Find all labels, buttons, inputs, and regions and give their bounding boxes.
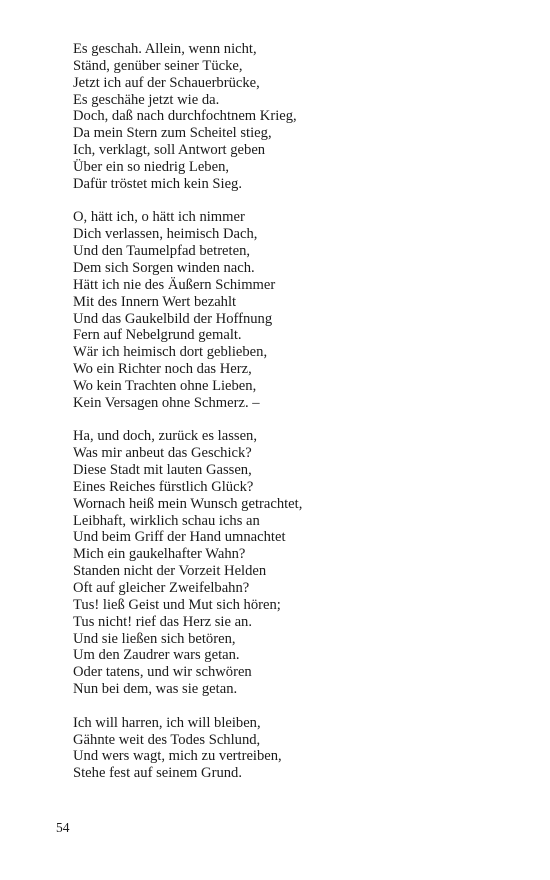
verse-line: Jetzt ich auf der Schauerbrücke, [73,74,260,91]
verse-line: Ich will harren, ich will bleiben, [73,714,261,731]
verse-line: Ich, verklagt, soll Antwort geben [73,142,266,159]
verse-line: Wär ich heimisch dort geblieben, [73,344,268,361]
verse-line: Mich ein gaukelhafter Wahn? [73,546,246,563]
verse-line: Und sie ließen sich betören, [73,630,236,647]
verse-line: Leibhaft, wirklich schau ichs an [73,512,260,529]
verse-line: Diese Stadt mit lauten Gassen, [73,462,252,479]
verse-line: Da mein Stern zum Scheitel stieg, [73,125,272,142]
page-number: 54 [56,820,70,835]
verse-line: Wo ein Richter noch das Herz, [73,361,252,378]
verse-line: Und beim Griff der Hand umnachtet [73,529,286,546]
verse-line: O, hätt ich, o hätt ich nimmer [73,209,245,226]
verse-line: Kein Versagen ohne Schmerz. – [73,394,260,411]
verse-line: Dich verlassen, heimisch Dach, [73,226,258,243]
stanza-2 [73,209,513,411]
verse-line: Ha, und doch, zurück es lassen, [73,428,257,445]
verse-line: Dafür tröstet mich kein Sieg. [73,175,243,192]
verse-line: Wo kein Trachten ohne Lieben, [73,377,257,394]
verse-line: Tus nicht! rief das Herz sie an. [73,613,253,630]
stanza-1 [73,41,513,193]
verse-line: Um den Zaudrer wars getan. [73,647,240,664]
verse-line: Es geschah. Allein, wenn nicht, [73,41,257,57]
verse-line: Eines Reiches fürstlich Glück? [73,478,254,495]
stanza-3 [73,428,513,698]
verse-line: Ständ, genüber seiner Tücke, [73,57,243,74]
poem-text [73,41,513,799]
verse-line: Und das Gaukelbild der Hoffnung [73,310,273,327]
verse-line: Doch, daß nach durchfochtnem Krieg, [73,108,297,125]
verse-line: Und den Taumelpfad betreten, [73,243,251,260]
verse-line: Mit des Innern Wert bezahlt [73,293,237,310]
verse-line: Hätt ich nie des Äußern Schimmer [73,276,276,293]
verse-line: Gähnte weit des Todes Schlund, [73,731,261,748]
verse-line: Und wers wagt, mich zu vertreiben, [73,748,282,765]
verse-line: Es geschähe jetzt wie da. [73,91,220,108]
verse-line: Was mir anbeut das Geschick? [73,445,252,462]
verse-line: Nun bei dem, was sie getan. [73,681,238,698]
verse-line: Fern auf Nebelgrund gemalt. [73,327,242,344]
verse-line: Tus! ließ Geist und Mut sich hören; [73,596,281,613]
verse-line: Wornach heiß mein Wunsch getrachtet, [73,495,303,512]
verse-line: Dem sich Sorgen winden nach. [73,259,255,276]
verse-line: Stehe fest auf seinem Grund. [73,765,242,782]
verse-line: Standen nicht der Vorzeit Helden [73,563,267,580]
verse-line: Oder tatens, und wir schwören [73,664,252,681]
verse-line: Über ein so niedrig Leben, [73,158,230,175]
verse-line: Oft auf gleicher Zweifelbahn? [73,580,250,596]
stanza-4 [73,715,513,782]
